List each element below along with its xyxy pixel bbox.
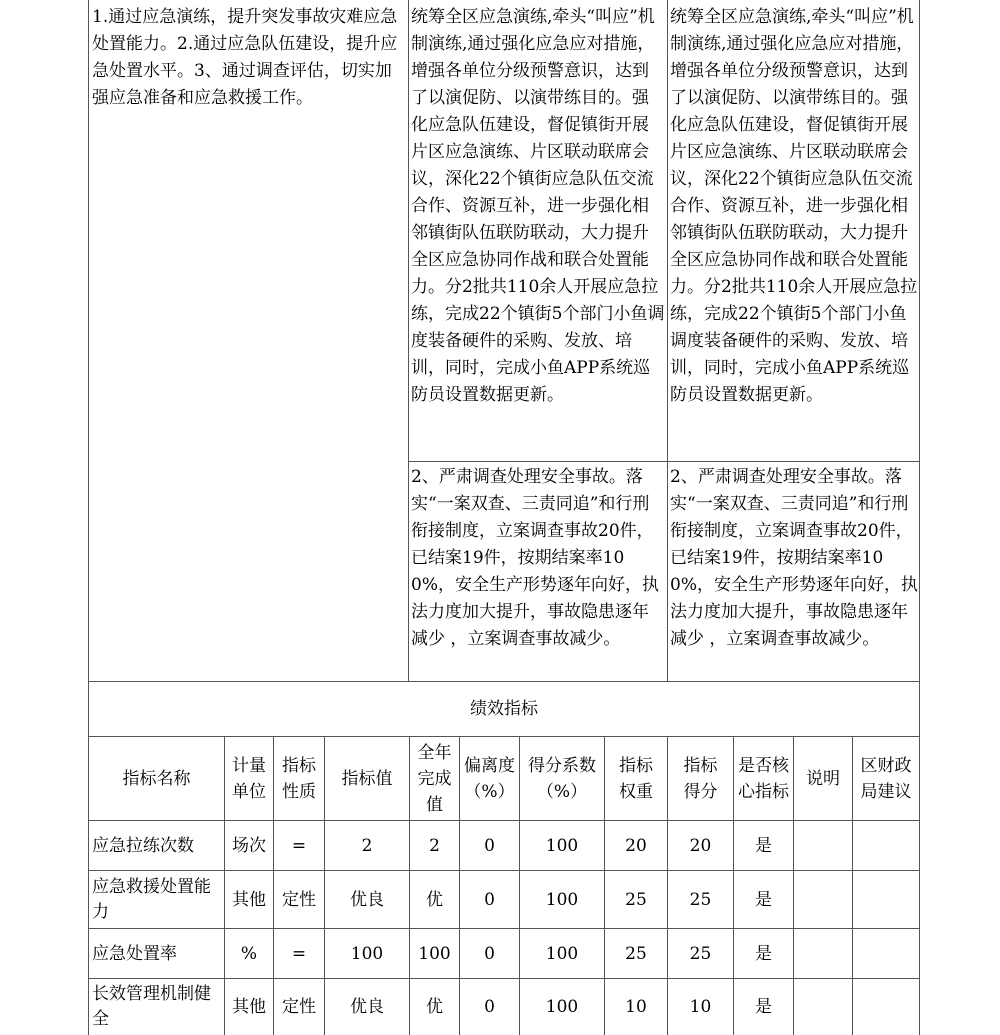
row4-note bbox=[794, 979, 852, 1035]
row3-unit: % bbox=[240, 943, 258, 964]
row2-core: 是 bbox=[755, 889, 772, 910]
row4-unit: 其他 bbox=[232, 997, 266, 1017]
header-unit: 计量单位 bbox=[232, 755, 266, 802]
row1-deviation: 0 bbox=[484, 835, 495, 856]
header-note: 说明 bbox=[806, 768, 840, 789]
row3-deviation: 0 bbox=[484, 943, 495, 964]
row1-core: 是 bbox=[755, 835, 772, 856]
row2-actual: 优 bbox=[426, 889, 443, 910]
row3-note bbox=[794, 929, 852, 978]
result-text-block2: 2、严肃调查处理安全事故。落实“一案双查、三责同追”和行刑衔接制度，立案调查事故20件，已结案19件，按期结案率100%，安全生产形势逐年向好，执法力度加大提升，事故隐患逐年减少 ，立案调查事故减少。 bbox=[411, 467, 659, 649]
row1-coef: 100 bbox=[545, 835, 579, 856]
row4-name: 长效管理机制健全 bbox=[92, 984, 211, 1029]
row3-actual: 100 bbox=[418, 943, 451, 964]
row2-score: 25 bbox=[689, 889, 712, 910]
row4-weight: 10 bbox=[625, 997, 647, 1017]
row2-weight: 25 bbox=[625, 889, 647, 910]
row3-name: 应急处置率 bbox=[92, 943, 177, 964]
section-title: 绩效指标 bbox=[470, 699, 538, 719]
row3-score: 25 bbox=[689, 943, 712, 964]
row2-nature: 定性 bbox=[282, 889, 316, 910]
header-target: 指标值 bbox=[341, 768, 393, 789]
row2-advice bbox=[853, 871, 919, 928]
evaluation-text-block1: 统筹全区应急演练,牵头“叫应”机制演练,通过强化应急应对措施，增强各单位分级预警意识，达到了以演促防、以演带练目的。强化应急队伍建设，督促镇街开展片区应急演练、片区联动联席会议，深化22个镇街应急队伍交流合作、资源互补，进一步强化相邻镇街队伍联防联动，大力提升全区应急协同作战和联合处置能力。分2批共110余人开展应急拉练，完成22个镇街5个部门小鱼调度装备硬件的采购、发放、培训，同时，完成小鱼APP系统巡防员设置数据更新。 bbox=[670, 7, 918, 405]
row1-target: 2 bbox=[361, 835, 373, 856]
row1-advice bbox=[853, 821, 919, 870]
row3-advice bbox=[853, 929, 919, 978]
row4-coef: 100 bbox=[545, 997, 579, 1017]
header-name: 指标名称 bbox=[122, 768, 191, 789]
row1-nature: = bbox=[291, 835, 307, 856]
header-actual: 全年完成值 bbox=[417, 742, 452, 815]
rule-top-col2 bbox=[408, 0, 409, 681]
row3-target: 100 bbox=[350, 943, 384, 964]
rule-top-col3 bbox=[667, 0, 668, 681]
row4-score: 10 bbox=[689, 997, 712, 1017]
row2-coef: 100 bbox=[545, 889, 579, 910]
header-coef: 得分系数（%） bbox=[528, 755, 596, 802]
row4-nature: 定性 bbox=[282, 997, 316, 1017]
rule-right-border bbox=[919, 0, 920, 1035]
header-weight: 指标权重 bbox=[619, 755, 653, 802]
row2-note bbox=[794, 871, 852, 928]
result-text-block1: 统筹全区应急演练,牵头“叫应”机制演练,通过强化应急应对措施，增强各单位分级预警意识，达到了以演促防、以演带练目的。强化应急队伍建设，督促镇街开展片区应急演练、片区联动联席会议，深化22个镇街应急队伍交流合作、资源互补，进一步强化相邻镇街队伍联防联动，大力提升全区应急协同作战和联合处置能力。分2批共110余人开展应急拉练，完成22个镇街5个部门小鱼调度装备硬件的采购、发放、培训，同时，完成小鱼APP系统巡防员设置数据更新。 bbox=[411, 7, 665, 405]
row4-actual: 优 bbox=[426, 997, 443, 1017]
row1-name: 应急拉练次数 bbox=[92, 835, 194, 856]
rule-block-divider bbox=[408, 461, 920, 462]
row1-unit: 场次 bbox=[232, 835, 266, 856]
header-core: 是否核心指标 bbox=[738, 755, 789, 802]
row2-deviation: 0 bbox=[484, 889, 495, 910]
row4-core: 是 bbox=[755, 997, 772, 1017]
evaluation-text-block2: 2、严肃调查处理安全事故。落实“一案双查、三责同追”和行刑衔接制度，立案调查事故20件，已结案19件，按期结案率100%，安全生产形势逐年向好，执法力度加大提升，事故隐患逐年减少 ，立案调查事故减少。 bbox=[670, 467, 918, 649]
row1-score: 20 bbox=[689, 835, 712, 856]
row4-deviation: 0 bbox=[484, 997, 495, 1017]
row2-name: 应急救援处置能力 bbox=[92, 876, 211, 922]
header-deviation: 偏离度（%） bbox=[464, 755, 515, 802]
header-advice: 区财政局建议 bbox=[860, 755, 912, 802]
row3-weight: 25 bbox=[625, 943, 647, 964]
header-score: 指标得分 bbox=[683, 755, 718, 802]
row3-core: 是 bbox=[755, 943, 772, 964]
row1-actual: 2 bbox=[429, 835, 440, 856]
row3-coef: 100 bbox=[545, 943, 579, 964]
row1-weight: 20 bbox=[625, 835, 647, 856]
row3-nature: = bbox=[291, 943, 307, 964]
goal-text: 1.通过应急演练，提升突发事故灾难应急处置能力。2.通过应急队伍建设，提升应急处置水平。3、通过调查评估，切实加强应急准备和应急救援工作。 bbox=[92, 7, 398, 108]
header-nature: 指标性质 bbox=[282, 755, 316, 802]
row2-target: 优良 bbox=[350, 889, 384, 910]
row1-note bbox=[794, 821, 852, 870]
row4-target: 优良 bbox=[350, 997, 384, 1017]
row2-unit: 其他 bbox=[232, 889, 266, 910]
row4-advice bbox=[853, 979, 919, 1035]
